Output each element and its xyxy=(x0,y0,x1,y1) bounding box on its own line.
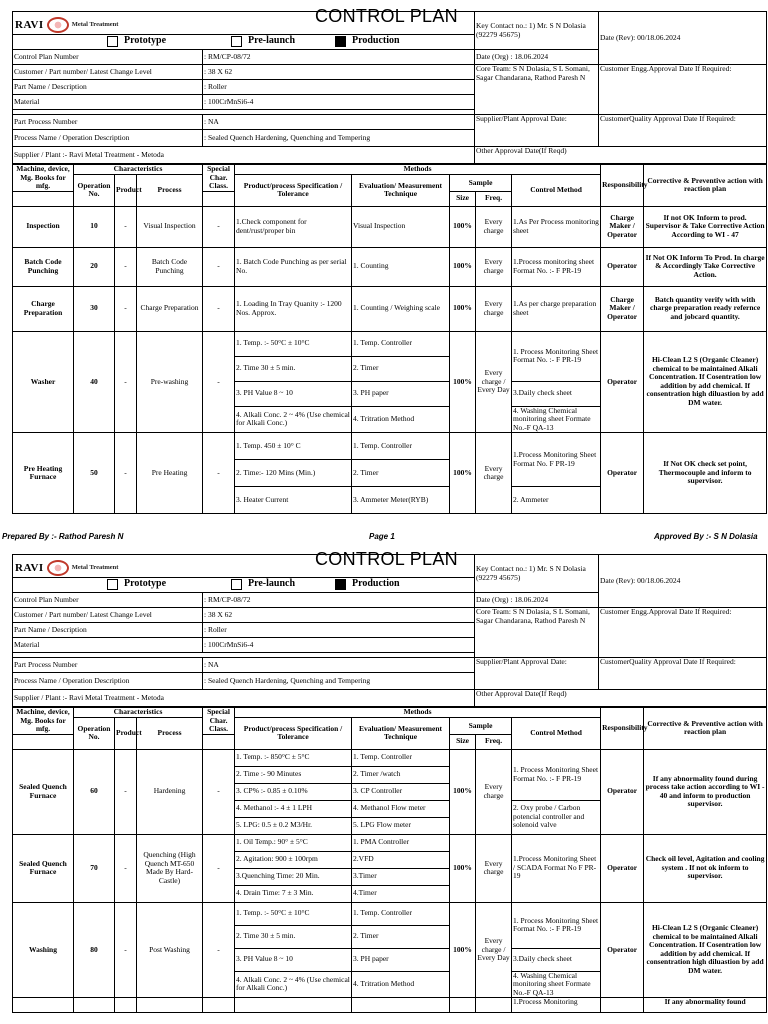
eval-cell: 1. Counting / Weighing scale xyxy=(352,286,450,331)
corrective-action-cell: Hi-Clean L2 S (Organic Cleaner) chemical to be maintained Alkali Concentration. If Cosentration low addition by add chemical. If consentration high diluastion by add DM water. xyxy=(644,902,767,998)
col-process: Process xyxy=(137,175,203,207)
eval-cell: 2.VFD xyxy=(352,851,450,868)
special-cell: - xyxy=(203,902,235,998)
plan-type-label: Pre-launch xyxy=(248,35,296,47)
responsibility-cell: Operator xyxy=(601,834,644,902)
spec-cell: 3. CP% :- 0.85 ± 0.10% xyxy=(235,783,352,800)
corrective-action-cell: Batch quantity verify with with charge preparation ready refernce and jobcard quantity. xyxy=(644,286,767,331)
supplier-plant: Supplier / Plant :- Ravi Metal Treatment - Metoda xyxy=(13,147,475,164)
freq-cell: Every charge / Every Day xyxy=(476,331,512,433)
title-cell xyxy=(13,549,475,578)
responsibility-cell: Charge Maker / Operator xyxy=(601,206,644,247)
table-row xyxy=(13,749,767,766)
col-process: Process xyxy=(137,718,203,750)
responsibility-cell: Operator xyxy=(601,902,644,998)
spec-cell: 4. Methanol :- 4 ± 1 LPH xyxy=(235,800,352,817)
field-label: Customer / Part number/ Latest Change Level xyxy=(13,65,203,80)
document-title: CONTROL PLAN xyxy=(315,549,458,569)
spec-cell: 2. Time:- 120 Mins (Min.) xyxy=(235,460,352,487)
spec-cell: 1. Temp. 450 ± 10° C xyxy=(235,433,352,460)
control-cell: 1.Process Monitoring Sheet Format No. F PR-19 xyxy=(512,433,601,487)
product-cell: - xyxy=(115,902,137,998)
machine-cell: Charge Preparation xyxy=(13,286,74,331)
product-cell: - xyxy=(115,247,137,286)
op-no-cell: 60 xyxy=(74,749,115,834)
spec-cell: 4. Drain Time: 7 ± 3 Min. xyxy=(235,885,352,902)
process-cell: Hardening xyxy=(137,749,203,834)
header-table xyxy=(12,6,767,164)
machine-cell: Batch Code Punching xyxy=(13,247,74,286)
eval-cell: 2. Timer xyxy=(352,460,450,487)
freq-cell: Every charge xyxy=(476,834,512,902)
table-row xyxy=(13,433,767,460)
eval-cell: 4. Methanol Flow meter xyxy=(352,800,450,817)
eval-cell: 1. Temp. Controller xyxy=(352,331,450,356)
spec-cell: 1. Oil Temp.: 90° ± 5°C xyxy=(235,834,352,851)
unchecked-box-icon xyxy=(107,579,118,590)
key-contact: Key Contact no.: 1) Mr. S N Dolasia (92279 45675) xyxy=(475,555,599,593)
unchecked-box-icon xyxy=(107,36,118,47)
process-cell: Pre-washing xyxy=(137,331,203,433)
spec-cell: 4. Alkali Conc. 2 ~ 4% (Use chemical for Alkali Conc.) xyxy=(235,971,352,998)
plan-type-cell xyxy=(13,578,475,593)
field-label: Part Name / Description xyxy=(13,80,203,95)
field-label: Process Name / Operation Description xyxy=(13,673,203,690)
table-row xyxy=(13,331,767,356)
ring-logo-icon xyxy=(47,560,69,576)
col-machine: Machine, device, Mg. Books for mfg. xyxy=(13,708,74,735)
table-row xyxy=(13,247,767,286)
eval-cell: 2. Timer xyxy=(352,356,450,381)
col-evaluation: Evaluation/ Measurement Technique xyxy=(352,175,450,207)
logo-text: RAVI xyxy=(15,561,44,574)
corrective-action-cell: Check oil level, Agitation and cooling system . If not ok inform to supervisor. xyxy=(644,834,767,902)
col-product: Product xyxy=(115,718,137,750)
col-size: Size xyxy=(450,734,476,749)
col-machine-cont xyxy=(13,734,74,749)
field-label: Control Plan Number xyxy=(13,593,203,608)
customer-quality-approval: CustomerQuality Approval Date If Required: xyxy=(599,658,767,690)
spec-cell: 2. Time 30 ± 5 min. xyxy=(235,356,352,381)
col-freq: Freq. xyxy=(476,734,512,749)
page-number: Page 1 xyxy=(369,532,395,541)
col-special: Special Char. Class. xyxy=(203,708,235,735)
field-label: Material xyxy=(13,95,203,110)
company-logo xyxy=(15,558,118,578)
op-no-cell: 70 xyxy=(74,834,115,902)
corrective-action-cell: If any abnormality found xyxy=(644,998,767,1013)
spec-cell: 4. Alkali Conc. 2 ~ 4% (Use chemical for Alkali Conc.) xyxy=(235,406,352,433)
col-spec: Product/process Specification / Tolerance xyxy=(235,175,352,207)
special-cell: - xyxy=(203,206,235,247)
control-cell: 1.As Per Process monitoring sheet xyxy=(512,206,601,247)
size-cell: 100% xyxy=(450,902,476,998)
plan-type-label: Production xyxy=(352,35,400,47)
col-freq: Freq. xyxy=(476,191,512,206)
plan-type-prototype[interactable] xyxy=(107,579,166,590)
control-cell: 3.Daily check sheet xyxy=(512,381,601,406)
other-approval: Other Approval Date(If Reqd) xyxy=(475,147,767,164)
checked-box-icon xyxy=(335,579,346,590)
plan-type-prototype[interactable] xyxy=(107,36,166,47)
col-spec: Product/process Specification / Tolerance xyxy=(235,718,352,750)
plan-type-label: Production xyxy=(352,578,400,590)
machine-cell: Pre Heating Furnace xyxy=(13,433,74,514)
col-corrective: Corrective & Preventive action with reaction plan xyxy=(644,708,767,750)
machine-cell: Inspection xyxy=(13,206,74,247)
methods-table xyxy=(12,164,767,514)
special-cell: - xyxy=(203,286,235,331)
process-cell: Post Washing xyxy=(137,902,203,998)
key-contact: Key Contact no.: 1) Mr. S N Dolasia (92279 45675) xyxy=(475,12,599,50)
control-cell: 2. Ammeter xyxy=(512,487,601,514)
col-special: Special Char. Class. xyxy=(203,165,235,192)
eval-cell: Visual Inspection xyxy=(352,206,450,247)
core-team: Core Team: S N Dolasia, S L Somani, Sagar Chandarana, Rathod Paresh N xyxy=(475,608,599,658)
op-no-cell: 40 xyxy=(74,331,115,433)
product-cell: - xyxy=(115,834,137,902)
col-size: Size xyxy=(450,191,476,206)
other-approval: Other Approval Date(If Reqd) xyxy=(475,690,767,707)
eval-cell: 1. PMA Controller xyxy=(352,834,450,851)
field-value: : 38 X 62 xyxy=(203,608,475,623)
field-label: Part Process Number xyxy=(13,115,203,130)
plan-type-production[interactable] xyxy=(335,36,400,47)
product-cell: - xyxy=(115,433,137,514)
plan-type-label: Pre-launch xyxy=(248,578,296,590)
supplier-approval: Supplier/Plant Approval Date: xyxy=(475,658,599,690)
spec-cell: 1. Temp. :- 50°C ± 10°C xyxy=(235,902,352,925)
date-rev: Date (Rev): 00/18.06.2024 xyxy=(599,12,767,65)
size-cell: 100% xyxy=(450,286,476,331)
col-sample: Sample xyxy=(450,175,512,192)
customer-engg-approval: Customer Engg.Approval Date If Required: xyxy=(599,65,767,115)
control-cell: 1.As per charge preparation sheet xyxy=(512,286,601,331)
product-cell: - xyxy=(115,286,137,331)
col-responsibility: Responsibility xyxy=(601,165,644,207)
freq-cell: Every charge xyxy=(476,749,512,834)
field-value: : Roller xyxy=(203,623,475,638)
field-value: : Sealed Quench Hardening, Quenching and Tempering xyxy=(203,130,475,147)
ring-logo-icon xyxy=(47,17,69,33)
process-cell: Visual Inspection xyxy=(137,206,203,247)
table-row xyxy=(13,286,767,331)
freq-cell: Every charge xyxy=(476,206,512,247)
plan-type-label: Prototype xyxy=(124,35,167,47)
field-value: : Roller xyxy=(203,80,475,95)
eval-cell: 1. Temp. Controller xyxy=(352,902,450,925)
special-cell: - xyxy=(203,749,235,834)
op-no-cell: 30 xyxy=(74,286,115,331)
size-cell: 100% xyxy=(450,247,476,286)
freq-cell: Every charge xyxy=(476,286,512,331)
corrective-action-cell: Hi-Clean L2 S (Organic Cleaner) chemical to be maintained Alkali Concentration. If Cosentration low addition by add chemical. If consentration high diluastion by add DM water. xyxy=(644,331,767,433)
spec-cell: 2. Time 30 ± 5 min. xyxy=(235,925,352,948)
col-characteristics: Characteristics xyxy=(74,708,203,718)
process-cell: Charge Preparation xyxy=(137,286,203,331)
col-sample: Sample xyxy=(450,718,512,735)
customer-quality-approval: CustomerQuality Approval Date If Required: xyxy=(599,115,767,147)
methods-table xyxy=(12,707,767,1013)
logo-tagline: Metal Treatment xyxy=(71,563,119,571)
eval-cell: 4. Tritration Method xyxy=(352,406,450,433)
field-value: : NA xyxy=(203,115,475,130)
eval-cell: 4.Timer xyxy=(352,885,450,902)
machine-cell: Sealed Quench Furnace xyxy=(13,749,74,834)
plan-type-pre-launch[interactable] xyxy=(231,36,295,47)
approved-by: Approved By :- S N Dolasia xyxy=(654,532,758,541)
spec-cell: 3. Heater Current xyxy=(235,487,352,514)
logo-tagline: Metal Treatment xyxy=(71,20,119,28)
spec-cell: 2. Time :- 90 Minutes xyxy=(235,766,352,783)
responsibility-cell: Operator xyxy=(601,749,644,834)
date-rev: Date (Rev): 00/18.06.2024 xyxy=(599,555,767,608)
col-responsibility: Responsibility xyxy=(601,708,644,750)
op-no-cell: 10 xyxy=(74,206,115,247)
spec-cell: 1. Temp. :- 850°C ± 5°C xyxy=(235,749,352,766)
product-cell: - xyxy=(115,206,137,247)
spec-cell: 3.Quenching Time: 20 Min. xyxy=(235,868,352,885)
field-label: Part Process Number xyxy=(13,658,203,673)
responsibility-cell: Charge Maker / Operator xyxy=(601,286,644,331)
col-op-no: Operation No. xyxy=(74,718,115,750)
op-no-cell: 50 xyxy=(74,433,115,514)
spec-cell: 3. PH Value 8 ~ 10 xyxy=(235,381,352,406)
field-label: Part Name / Description xyxy=(13,623,203,638)
core-team: Core Team: S N Dolasia, S L Somani, Sagar Chandarana, Rathod Paresh N xyxy=(475,65,599,115)
customer-engg-approval: Customer Engg.Approval Date If Required: xyxy=(599,608,767,658)
field-label: Process Name / Operation Description xyxy=(13,130,203,147)
spec-cell: 5. LPG: 0.5 ± 0.2 M3/Hr. xyxy=(235,817,352,834)
title-cell xyxy=(13,6,475,35)
eval-cell: 3. PH paper xyxy=(352,948,450,971)
control-plan-page-1 xyxy=(12,6,766,514)
product-cell: - xyxy=(115,749,137,834)
prepared-by: Prepared By :- Rathod Paresh N xyxy=(2,532,124,541)
unchecked-box-icon xyxy=(231,36,242,47)
op-no-cell: 80 xyxy=(74,902,115,998)
date-org: Date (Org) : 18.06.2024 xyxy=(475,593,599,608)
eval-cell: 2. Timer xyxy=(352,925,450,948)
field-value: : RM/CP-08/72 xyxy=(203,50,475,65)
field-value: : Sealed Quench Hardening, Quenching and Tempering xyxy=(203,673,475,690)
responsibility-cell: Operator xyxy=(601,433,644,514)
op-no-cell: 20 xyxy=(74,247,115,286)
spec-cell: 1.Check component for dent/rust/proper bin xyxy=(235,206,352,247)
field-label: Control Plan Number xyxy=(13,50,203,65)
machine-cell: Sealed Quench Furnace xyxy=(13,834,74,902)
field-value: : NA xyxy=(203,658,475,673)
control-cell: 1. Process Monitoring Sheet Format No. :- F PR-19 xyxy=(512,749,601,800)
col-special-cont xyxy=(203,191,235,206)
document-title: CONTROL PLAN xyxy=(315,6,458,26)
size-cell: 100% xyxy=(450,749,476,834)
eval-cell: 3. Ammeter Meter(RYB) xyxy=(352,487,450,514)
eval-cell: 5. LPG Flow meter xyxy=(352,817,450,834)
freq-cell: Every charge / Every Day xyxy=(476,902,512,998)
table-row-partial xyxy=(13,998,767,1013)
plan-type-cell xyxy=(13,35,475,50)
control-cell: 4. Washing Chemical monitoring sheet Formate No.-F QA-13 xyxy=(512,971,601,998)
date-org: Date (Org) : 18.06.2024 xyxy=(475,50,599,65)
corrective-action-cell: If Not OK Inform To Prod. In charge & Accordingly Take Corrective Action. xyxy=(644,247,767,286)
corrective-action-cell: If Not OK check set point, Thermocouple and inform to supervisor. xyxy=(644,433,767,514)
col-control: Control Method xyxy=(512,175,601,207)
checked-box-icon xyxy=(335,36,346,47)
col-special-cont xyxy=(203,734,235,749)
responsibility-cell: Operator xyxy=(601,331,644,433)
control-cell: 1. Process Monitoring Sheet Format No. :- F PR-19 xyxy=(512,902,601,948)
field-label: Customer / Part number/ Latest Change Level xyxy=(13,608,203,623)
spec-cell: 1. Temp. :- 50°C ± 10°C xyxy=(235,331,352,356)
field-label: Material xyxy=(13,638,203,653)
supplier-plant: Supplier / Plant :- Ravi Metal Treatment - Metoda xyxy=(13,690,475,707)
control-cell: 3.Daily check sheet xyxy=(512,948,601,971)
control-plan-page-2 xyxy=(12,549,766,1013)
product-cell: - xyxy=(115,331,137,433)
size-cell: 100% xyxy=(450,206,476,247)
spec-cell: 3. PH Value 8 ~ 10 xyxy=(235,948,352,971)
special-cell: - xyxy=(203,433,235,514)
corrective-action-cell: If not OK Inform to prod. Supervisor & Take Corrective Action According to WI - 47 xyxy=(644,206,767,247)
col-op-no: Operation No. xyxy=(74,175,115,207)
col-methods: Methods xyxy=(235,708,601,718)
freq-cell: Every charge xyxy=(476,247,512,286)
supplier-approval: Supplier/Plant Approval Date: xyxy=(475,115,599,147)
machine-cell: Washer xyxy=(13,331,74,433)
size-cell: 100% xyxy=(450,834,476,902)
plan-type-production[interactable] xyxy=(335,579,400,590)
spec-cell: 2. Agitation: 900 ± 100rpm xyxy=(235,851,352,868)
logo-text: RAVI xyxy=(15,18,44,31)
eval-cell: 1. Temp. Controller xyxy=(352,433,450,460)
unchecked-box-icon xyxy=(231,579,242,590)
header-table xyxy=(12,549,767,707)
machine-cell: Washing xyxy=(13,902,74,998)
special-cell: - xyxy=(203,247,235,286)
field-value: : RM/CP-08/72 xyxy=(203,593,475,608)
process-cell: Pre Heating xyxy=(137,433,203,514)
field-value: : 100CrMnSi6-4 xyxy=(203,95,475,110)
eval-cell: 1. Temp. Controller xyxy=(352,749,450,766)
eval-cell: 4. Tritration Method xyxy=(352,971,450,998)
control-cell: 2. Oxy probe / Carbon potencial controller and solenoid valve xyxy=(512,800,601,834)
col-machine-cont xyxy=(13,191,74,206)
control-cell: 1.Process Monitoring xyxy=(512,998,601,1013)
control-cell: 4. Washing Chemical monitoring sheet Formate No.-F QA-13 xyxy=(512,406,601,433)
col-corrective: Corrective & Preventive action with reaction plan xyxy=(644,165,767,207)
col-machine: Machine, device, Mg. Books for mfg. xyxy=(13,165,74,192)
col-evaluation: Evaluation/ Measurement Technique xyxy=(352,718,450,750)
col-characteristics: Characteristics xyxy=(74,165,203,175)
spec-cell: 1. Loading In Tray Quanity :- 1200 Nos. Approx. xyxy=(235,286,352,331)
process-cell: Batch Code Punching xyxy=(137,247,203,286)
plan-type-label: Prototype xyxy=(124,578,167,590)
special-cell: - xyxy=(203,331,235,433)
field-value: : 38 X 62 xyxy=(203,65,475,80)
eval-cell: 2. Timer /watch xyxy=(352,766,450,783)
col-methods: Methods xyxy=(235,165,601,175)
freq-cell: Every charge xyxy=(476,433,512,514)
eval-cell: 3.Timer xyxy=(352,868,450,885)
size-cell: 100% xyxy=(450,331,476,433)
table-row xyxy=(13,902,767,925)
corrective-action-cell: If any abnormality found during process take action according to WI - 40 and inform to production supervisor. xyxy=(644,749,767,834)
control-cell: 1.Process monitoring sheet Format No. :- F PR-19 xyxy=(512,247,601,286)
eval-cell: 1. Counting xyxy=(352,247,450,286)
control-cell: 1. Process Monitoring Sheet Format No. :- F PR-19 xyxy=(512,331,601,381)
field-value: : 100CrMnSi6-4 xyxy=(203,638,475,653)
eval-cell: 3. CP Controller xyxy=(352,783,450,800)
control-cell: 1.Process Monitoring Sheet / SCADA Format No F PR-19 xyxy=(512,834,601,902)
process-cell: Quenching (High Quench MT-650 Made By Hard-Castle) xyxy=(137,834,203,902)
col-control: Control Method xyxy=(512,718,601,750)
responsibility-cell: Operator xyxy=(601,247,644,286)
special-cell: - xyxy=(203,834,235,902)
company-logo xyxy=(15,15,118,35)
size-cell: 100% xyxy=(450,433,476,514)
eval-cell: 3. PH paper xyxy=(352,381,450,406)
plan-type-pre-launch[interactable] xyxy=(231,579,295,590)
col-product: Product xyxy=(115,175,137,207)
table-row xyxy=(13,206,767,247)
table-row xyxy=(13,834,767,851)
spec-cell: 1. Batch Code Punching as per serial No. xyxy=(235,247,352,286)
